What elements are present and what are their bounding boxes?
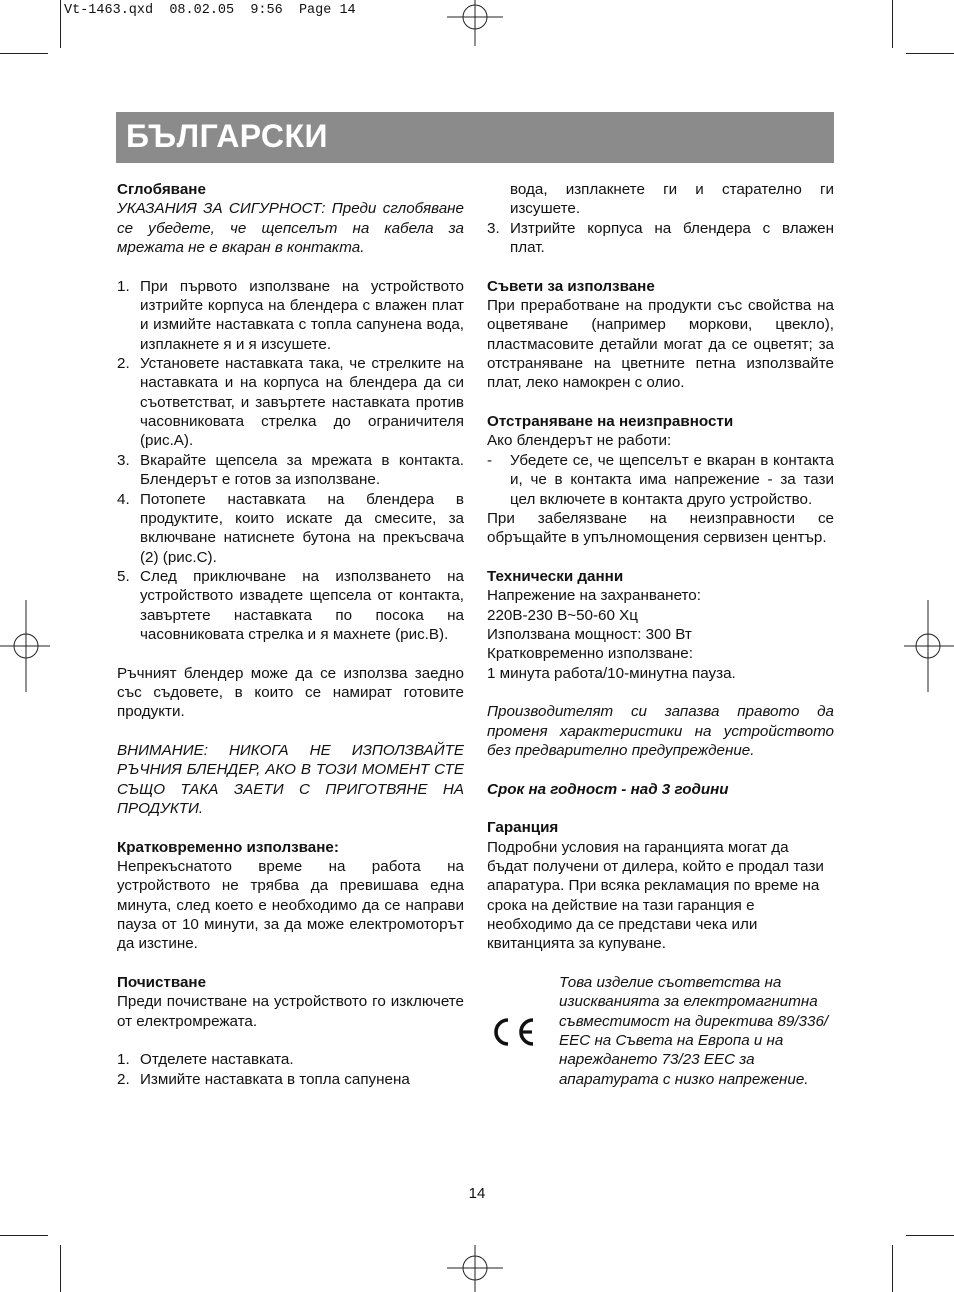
crop-mark-bottom-right-h — [906, 1235, 954, 1236]
language-title: БЪЛГАРСКИ — [126, 118, 328, 154]
troubleshooting-text: При забелязване на неизправности се обръщайте в упълномощения сервизен център. — [487, 509, 834, 547]
list-item — [117, 567, 464, 644]
list-item — [117, 490, 464, 567]
left-column — [117, 180, 464, 1089]
list-number: 3. — [117, 451, 130, 469]
crop-mark-bottom-left-v — [60, 1245, 61, 1292]
list-item-text: Отделете наставката. — [140, 1051, 294, 1069]
list-item-text: Установете наставката така, че стрелките на наставката и на корпуса на блендера да си съответстват, и завъртете наставката против часовниковата стрелка до ограничителя (рис.A). — [140, 355, 464, 450]
spec-line: Напрежение на захранването: — [487, 587, 701, 605]
troubleshooting-list — [487, 451, 834, 509]
list-number: 2. — [117, 1070, 130, 1088]
right-column — [487, 180, 834, 1089]
troubleshooting-intro: Ако блендерът не работи: — [487, 432, 672, 450]
list-number: 5. — [117, 567, 130, 585]
crop-mark-bottom-right-v — [892, 1245, 893, 1292]
assembly-heading: Сглобяване — [117, 181, 206, 198]
list-item-text: След приключване на използването на устройството извадете щепсела от контакта, завъртете наставката по посока на часовниковата стрелка и я махнете (рис.B). — [140, 567, 464, 643]
ce-compliance-block — [487, 973, 834, 1089]
ce-compliance-text: Това изделие съответства на изискванията за електромагнитна съвместимост на директива 89/336/ЕЕС на Съвета на Европа и на нареждането 73/23 ЕЕС за апаратурата с низко напрежение. — [559, 974, 829, 1088]
crop-mark-bottom-left-h — [0, 1235, 48, 1236]
registration-mark-right — [904, 600, 954, 692]
warranty-text: Подробни условия на гаранцията могат да бъдат получени от дилера, който е продал тази апаратура. При всяка рекламация по време на срока на действие на тази гаранция е необходимо да се представи чека или квитанцията за купуване. — [487, 838, 824, 953]
file-info: Vt-1463.qxd 08.02.05 9:56 Page 14 — [64, 3, 356, 18]
spec-line: 220В-230 В~50-60 Хц — [487, 606, 638, 624]
language-header-bar — [116, 112, 834, 163]
warranty-heading: Гаранция — [487, 819, 559, 837]
list-item-continued — [487, 180, 834, 219]
spec-line: Използвана мощност: 300 Вт — [487, 625, 692, 643]
cleaning-text: Преди почистване на устройството го изключете от електромрежата. — [117, 993, 464, 1030]
list-item — [487, 219, 834, 258]
list-item — [117, 1050, 464, 1069]
troubleshooting-heading: Отстраняване на неизправности — [487, 413, 734, 431]
list-item — [117, 354, 464, 451]
specs-heading: Технически данни — [487, 567, 624, 585]
crop-mark-top-right-v — [892, 0, 893, 48]
list-item-text: Потопете наставката на блендера в продуктите, които искате да смесите, за включване натиснете бутона на прекъсвача (2) (рис.C). — [140, 490, 464, 566]
registration-mark-left — [0, 600, 50, 692]
page-number: 14 — [468, 1185, 486, 1202]
crop-mark-top-left-h — [0, 53, 48, 54]
short-use-heading: Кратковременно използване: — [117, 838, 339, 856]
manufacturer-note: Производителят си запазва правото да променя характеристики на устройството без предварително предупреждение. — [487, 703, 834, 759]
short-use-text: Непрекъснатото време на работа на устройството не трябва да превишава една минута, след което е необходимо да се направи пауза от 10 минути, за да може електромоторът да изстине. — [117, 858, 464, 953]
list-item-text-part1: Измийте наставката в топла сапунена — [140, 1070, 410, 1088]
cleaning-heading: Почистване — [117, 974, 207, 992]
tips-heading: Съвети за използване — [487, 277, 655, 295]
list-item — [117, 277, 464, 354]
shelf-life: Срок на годност - над 3 години — [487, 780, 729, 798]
cleaning-steps-part1 — [117, 1050, 464, 1089]
spec-line: 1 минута работа/10-минутна пауза. — [487, 664, 736, 682]
crop-mark-top-left-v — [60, 0, 61, 48]
registration-mark-bottom — [447, 1245, 503, 1292]
tips-text: При преработване на продукти със свойства на оцветяване (например моркови, цвекло), пластмасовите детайли могат да се оцветят; за отстраняване на цветните петна използвайте плат, леко намокрен с олио. — [487, 297, 834, 392]
crop-mark-top-right-h — [906, 53, 954, 54]
spec-line: Кратковременно използване: — [487, 645, 693, 663]
list-number: 1. — [117, 277, 130, 295]
list-item-text: При първото използване на устройството изтрийте корпуса на блендера с влажен плат и измийте наставката с топла сапунена вода, изплакнете я и я изсушете. — [140, 277, 464, 353]
list-item — [117, 1070, 464, 1089]
list-item-text: Вкарайте щепсела за мрежата в контакта. Блендерът е готов за използване. — [140, 451, 464, 489]
list-number: 2. — [117, 355, 130, 373]
registration-mark-top — [447, 0, 503, 48]
list-item-text: Убедете се, че щепселът е вкаран в контакта и, че в контакта има напрежение - за тази цел включете в контакта друго устройство. — [510, 451, 834, 508]
warning-text: ВНИМАНИЕ: НИКОГА НЕ ИЗПОЛЗВАЙТЕ РЪЧНИЯ БЛЕНДЕР, АКО В ТОЗИ МОМЕНТ СТЕ СЪЩО ТАКА ЗАЕТИ С ПРИГОТВЯНЕ НА ПРОДУКТИ. — [117, 741, 464, 817]
safety-note: УКАЗАНИЯ ЗА СИГУРНОСТ: Преди сглобяване се убедете, че щепселът на кабела за мрежата не е вкаран в контакта. — [117, 200, 464, 257]
hand-blender-note: Ръчният блендер може да се използва заедно със съдовете, в които се намират готовите продукти. — [117, 664, 464, 721]
list-number: 1. — [117, 1051, 130, 1069]
list-item-text: Изтрийте корпуса на блендера с влажен плат. — [510, 219, 834, 257]
list-item-text-part2: вода, изплакнете ги и старателно ги изсушете. — [510, 181, 834, 218]
list-item — [487, 451, 834, 509]
ce-mark-icon — [490, 1017, 538, 1047]
list-dash: - — [487, 451, 493, 469]
list-number: 3. — [487, 219, 500, 237]
assembly-steps — [117, 277, 464, 645]
list-item — [117, 451, 464, 490]
cleaning-steps-part2 — [487, 180, 834, 257]
list-number: 4. — [117, 490, 130, 508]
